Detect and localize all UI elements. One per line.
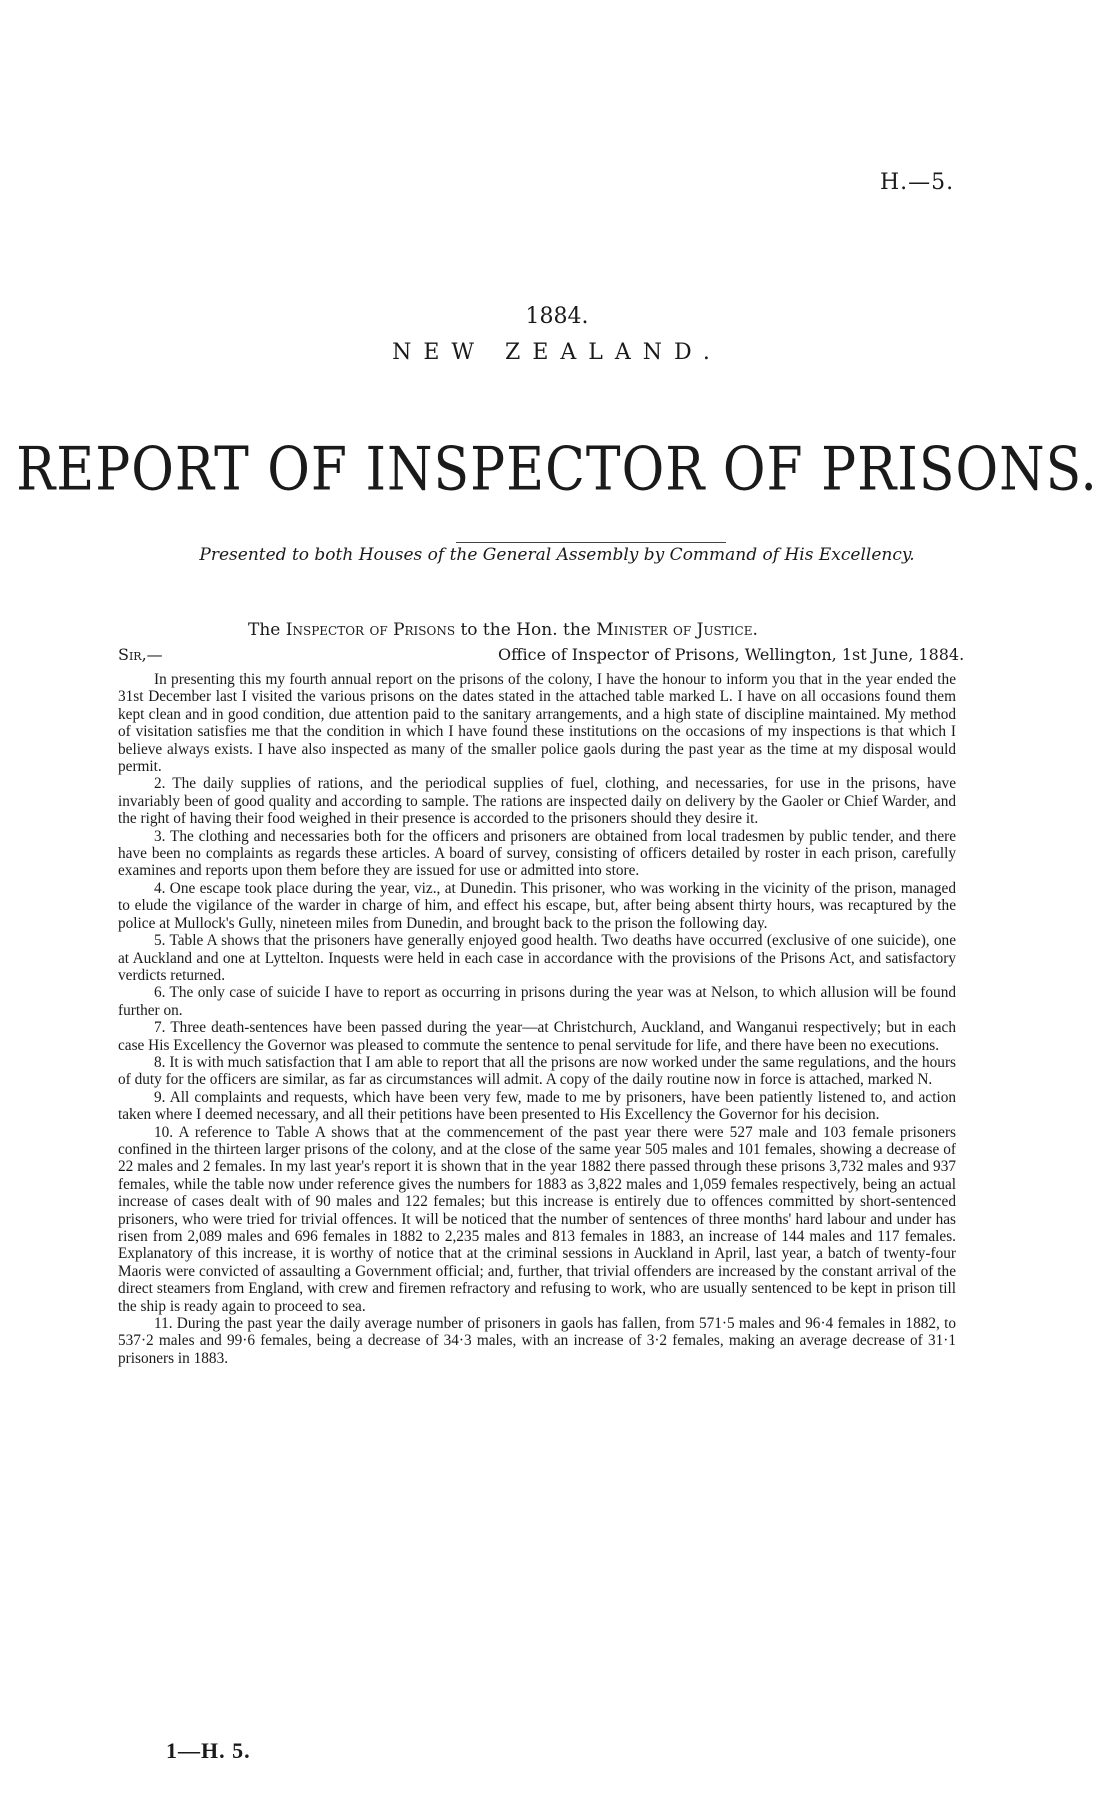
addressee-end: . [752,620,758,640]
paragraph: 4. One escape took place during the year, viz., at Dunedin. This prisoner, who was working in the vicinity of the prison, managed to elude the vigilance of the warder in charge of him, and effect his escape, but, after being absent thirty hours, was recaptured by the police at Mullock's Gully, nineteen miles from Dunedin, and brought back to the prison the following day. [118,879,956,932]
addressee-mid: to the Hon. the [455,620,597,640]
paragraph: 8. It is with much satisfaction that I am able to report that all the prisons are now worked under the same regulations, and the hours of duty for the officers are similar, as far as circumstances will admit. A copy of the daily routine now in force is attached, marked N. [118,1053,956,1089]
paragraph: 9. All complaints and requests, which have been very few, made to me by prisoners, have been patiently listened to, and action taken where I deemed necessary, and all their petitions have been presented to His Excellency the Governor for his decision. [118,1088,956,1124]
report-year: 1884. [525,304,589,329]
title-rule [456,542,726,543]
salutation: Sir,— [118,645,163,664]
paragraph: 5. Table A shows that the prisoners have generally enjoyed good health. Two deaths have occurred (exclusive of one suicide), one at Auckland and one at Lyttelton. Inquests were held in each case in accordance with the provisions of the Prisons Act, and satisfactory verdicts returned. [118,932,956,984]
signature-mark: 1—H. 5. [166,1738,251,1763]
presented-line: Presented to both Houses of the General Assembly by Command of His Excellency. [199,545,915,565]
paragraph: 3. The clothing and necessaries both for the officers and prisoners are obtained from local tradesmen by public tender, and there have been no complaints as regards these articles. A board of survey, consisting of officers detailed by roster in each prison, carefully examines and reports upon them before they are issued for use or admitted into store. [118,827,956,880]
paragraph: 11. During the past year the daily average number of prisoners in gaols has fallen, from 571·5 males and 96·4 females in 1882, to 537·2 males and 99·6 females, being a decrease of 34·3 males, with an increase of 3·2 females, making an average decrease of 31·1 prisoners in 1883. [118,1315,956,1367]
letter-addressee [248,620,758,640]
paragraph: 2. The daily supplies of rations, and the periodical supplies of fuel, clothing, and necessaries, for use in the prisons, have invariably been of good quality and according to sample. The rations are inspected daily on delivery by the Gaoler or Chief Warder, and the right of having their food weighed in their presence is accorded to the prisoners should they desire it. [118,775,956,828]
paragraph: 7. Three death-sentences have been passed during the year—at Christchurch, Auckland, and Wanganui respectively; but in each case His Excellency the Governor was pleased to commute the sentence to penal servitude for life, and there have been no executions. [118,1019,956,1054]
paragraph: 6. The only case of suicide I have to report as occurring in prisons during the year was at Nelson, to which allusion will be found further on. [118,984,956,1019]
letter-body [118,671,956,1367]
paragraph: In presenting this my fourth annual report on the prisons of the colony, I have the honour to inform you that in the year ended the 31st December last I visited the various prisons on the dates stated in the attached table marked L. I have on all occasions found them kept clean and in good condition, due attention paid to the sanitary arrangements, and a high state of discipline maintained. My method of visitation satisfies me that the condition in which I have found these institutions on the occasions of my inspections is that which I believe always exists. I have also inspected as many of the smaller police gaols during the past year as the time at my disposal would permit. [118,671,956,776]
page-reference: H.—5. [880,170,955,195]
addressee-the: The [248,620,286,640]
country-heading: NEW ZEALAND. [392,340,722,365]
report-title: REPORT OF INSPECTOR OF PRISONS. [16,435,1098,505]
addressee-minister: Minister of Justice [596,620,753,640]
office-dateline: Office of Inspector of Prisons, Wellington, 1st June, 1884. [498,645,965,664]
addressee-inspector: Inspector of Prisons [285,620,456,640]
paragraph: 10. A reference to Table A shows that at the commencement of the past year there were 527 male and 103 female prisoners confined in the thirteen larger prisons of the colony, and at the close of the same year 505 males and 101 females, showing a decrease of 22 males and 2 females. In my last year's report it is shown that in the year 1882 there passed through these prisons 3,732 males and 937 females, while the table now under reference gives the numbers for 1883 as 3,822 males and 1,059 females respectively, being an actual increase of cases dealt with of 90 males and 122 females; but this increase is entirely due to offences committed by short-sentenced prisoners, who were tried for trivial offences. It will be noticed that the number of sentences of three months' hard labour and under has risen from 2,089 males and 696 females in 1882 to 2,235 males and 813 females in 1883, an increase of 144 males and 117 females. Explanatory of this increase, it is worthy of notice that at the criminal sessions in Auckland in April, last year, a batch of twenty-four Maoris were convicted of assaulting a Government official; and, further, that trivial offenders are increased by the constant arrival of the direct steamers from England, with crew and firemen refractory and refusing to work, who are usually sentenced to be kept in prison till the ship is ready again to proceed to sea. [118,1123,956,1315]
